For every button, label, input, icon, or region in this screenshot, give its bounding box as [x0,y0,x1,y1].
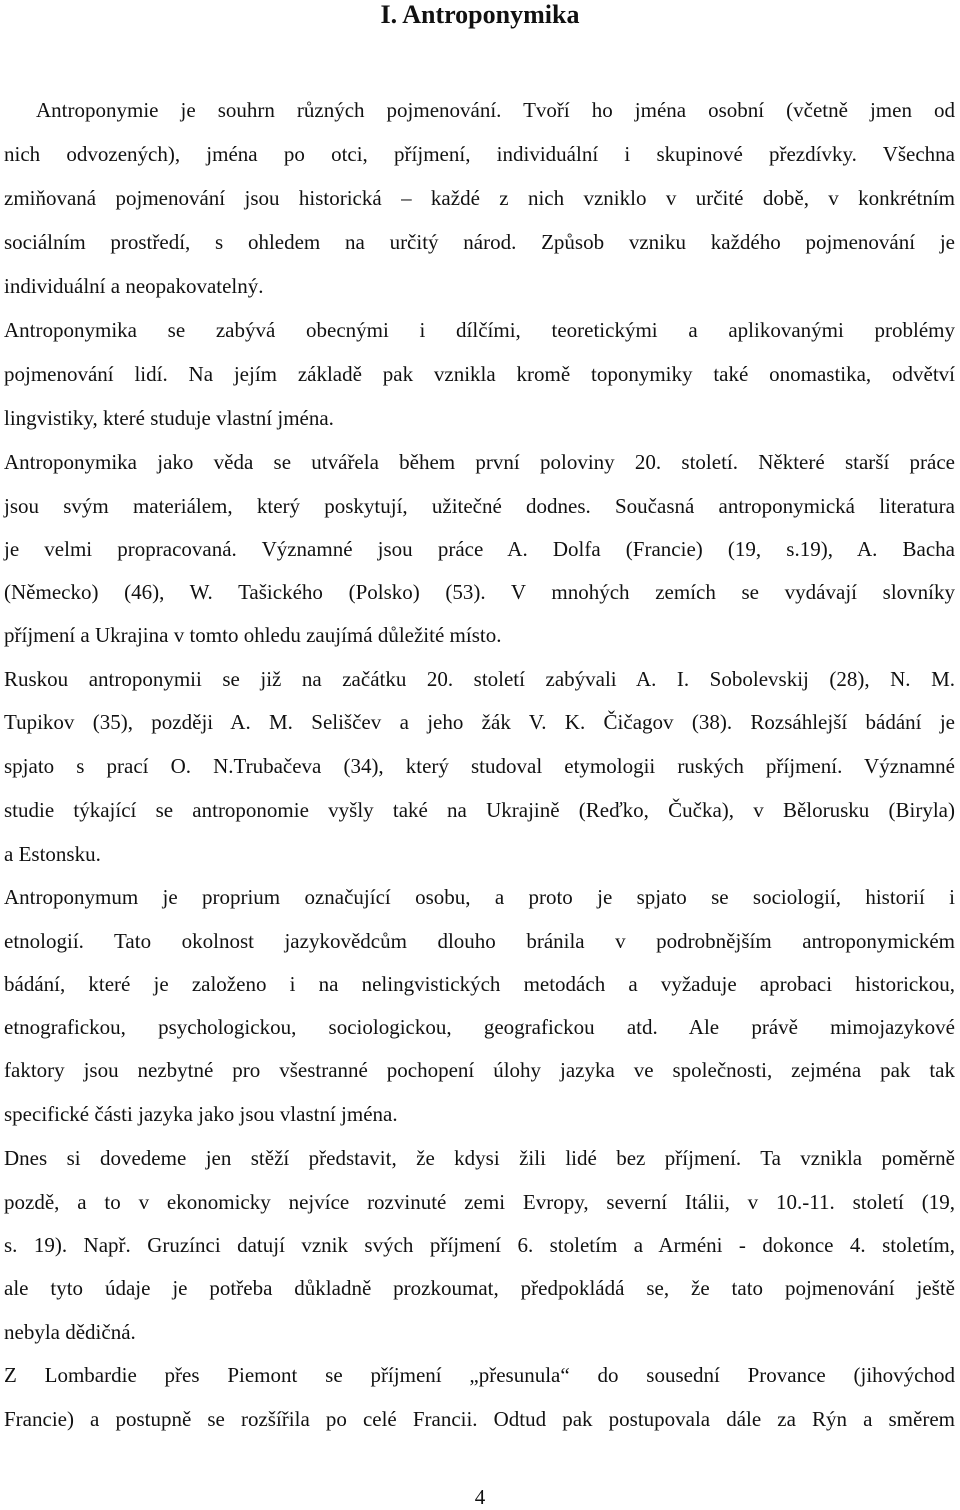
text-line: (Německo) (46), W. Tašického (Polsko) (53). V mnohých zemích se vydávají slovníky [4,580,955,604]
text-line: spjato s prací O. N.Trubačeva (34), který studoval etymologii ruských příjmení. Významné [4,754,955,778]
text-line: nebyla dědičná. [4,1320,136,1344]
text-line: Antroponymika se zabývá obecnými i dílčími, teoretickými a aplikovanými problémy [4,318,955,342]
text-line: Dnes si dovedeme jen stěží představit, že kdysi žili lidé bez příjmení. Ta vznikla poměrně [4,1146,955,1170]
text-line: pozdě, a to v ekonomicky nejvíce rozvinuté zemi Evropy, severní Itálii, v 10.-11. století (19, [4,1190,955,1214]
text-line: Antroponymum je proprium označující osobu, a proto je spjato se sociologií, historií i [4,885,955,909]
text-line: lingvistiky, které studuje vlastní jména. [4,406,334,430]
page-number: 4 [474,1485,486,1509]
text-line: jsou svým materiálem, který poskytují, užitečné dodnes. Současná antroponymická literatura [4,494,955,518]
text-line: příjmení a Ukrajina v tomto ohledu zaujímá důležité místo. [4,623,502,647]
text-line: individuální a neopakovatelný. [4,274,264,298]
text-line: je velmi propracovaná. Významné jsou práce A. Dolfa (Francie) (19, s.19), A. Bacha [4,537,955,561]
text-line: bádání, které je založeno i na nelingvistických metodách a vyžaduje aprobaci historickou, [4,972,955,996]
text-line: studie týkající se antroponomie vyšly také na Ukrajině (Reďko, Čučka), v Bělorusku (Biryla) [4,798,955,822]
text-line: Francie) a postupně se rozšířila po celé Francii. Odtud pak postupovala dále za Rýn a směrem [4,1407,955,1431]
page-title: I. Antroponymika [380,0,580,29]
text-line: Antroponymie je souhrn různých pojmenování. Tvoří ho jména osobní (včetně jmen od [36,98,955,122]
text-line: s. 19). Např. Gruzínci datují vznik svých příjmení 6. stoletím a Arméni - dokonce 4. stoletím, [4,1233,955,1257]
text-line: sociálním prostředí, s ohledem na určitý národ. Způsob vzniku každého pojmenování je [4,230,955,254]
text-line: etnografickou, psychologickou, sociologickou, geografickou atd. Ale právě mimojazykové [4,1015,955,1039]
text-line: Antroponymika jako věda se utvářela během první poloviny 20. století. Některé starší práce [4,450,955,474]
text-line: nich odvozených), jména po otci, příjmení, individuální i skupinové přezdívky. Všechna [4,142,955,166]
text-line: faktory jsou nezbytné pro všestranné pochopení úlohy jazyka ve společnosti, zejména pak tak [4,1058,955,1082]
text-line: Z Lombardie přes Piemont se příjmení „přesunula“ do sousední Provance (jihovýchod [4,1363,955,1387]
text-line: a Estonsku. [4,842,101,866]
text-line: Ruskou antroponymii se již na začátku 20. století zabývali A. I. Sobolevskij (28), N. M. [4,667,955,691]
text-line: zmiňovaná pojmenování jsou historická – každé z nich vzniklo v určité době, v konkrétním [4,186,955,210]
text-line: Tupikov (35), později A. M. Seliščev a jeho žák V. K. Čičagov (38). Rozsáhlejší bádání je [4,710,955,734]
text-line: pojmenování lidí. Na jejím základě pak vznikla kromě toponymiky také onomastika, odvětví [4,362,955,386]
text-line: etnologií. Tato okolnost jazykovědcům dlouho bránila v podrobnějším antroponymickém [4,929,955,953]
text-line: ale tyto údaje je potřeba důkladně prozkoumat, předpokládá se, že tato pojmenování ještě [4,1276,955,1300]
text-line: specifické části jazyka jako jsou vlastní jména. [4,1102,398,1126]
